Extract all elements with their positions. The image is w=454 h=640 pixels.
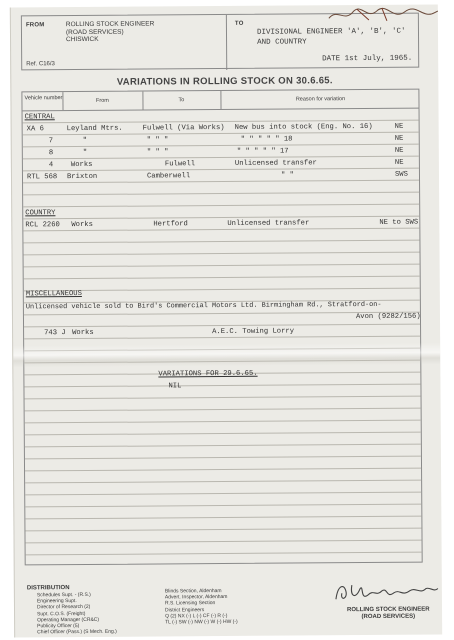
- central-row-3-vehicle: 4: [48, 161, 54, 170]
- misc-note-line-2: Avon (9282/156): [355, 312, 421, 322]
- central-row-4-code: SWS: [394, 170, 408, 179]
- row-rule: [24, 348, 420, 352]
- distribution-item: Engineering Supt.: [36, 598, 77, 605]
- from-address: [66, 20, 155, 43]
- central-row-1-code: NE: [394, 134, 404, 143]
- row-rule: [25, 444, 421, 448]
- to-section: [227, 14, 420, 70]
- distribution-item: Operating Manager (CR&C): [37, 616, 100, 624]
- central-row-4-from: Brixton: [66, 172, 98, 182]
- distribution-list-2: [165, 588, 238, 626]
- distribution-item: Q (2) NX (-) L (-) CF (-) R (-): [165, 612, 228, 620]
- distribution-item: Director of Research (2): [36, 604, 91, 611]
- from-line: (ROAD SERVICES): [65, 28, 124, 36]
- row-rule: [24, 264, 420, 268]
- central-row-4-vehicle: RTL 568: [26, 173, 58, 182]
- central-row-3-from: Works: [70, 160, 93, 170]
- row-rule: [23, 204, 419, 208]
- central-row-0-code: NE: [394, 122, 404, 131]
- row-rule: [25, 480, 421, 484]
- row-rule: [25, 420, 421, 424]
- variations-previous-heading: VARIATIONS FOR 29.6.65.: [158, 369, 258, 379]
- document-sheet: [10, 5, 442, 638]
- signatory-title-line: (ROAD SERVICES): [361, 613, 416, 621]
- distribution-item: Chief Officer (Pass.) (S Mech. Eng.): [37, 628, 117, 636]
- signatory-title: [347, 607, 430, 622]
- from-line: ROLLING STOCK ENGINEER: [65, 20, 155, 29]
- from-line: CHISWICK: [66, 35, 99, 44]
- distribution-item: TL (-) SW (-) NW (-) W (-) HW (-): [165, 618, 238, 626]
- row-rule: [24, 252, 420, 256]
- misc-row-reason: A.E.C. Towing Lorry: [212, 327, 295, 337]
- row-rule: [25, 528, 421, 532]
- column-header-vehicle: Vehicle number: [24, 95, 63, 102]
- handwritten-annotation-icon: [327, 5, 442, 24]
- distribution-item: Blinds Section, Aldenham: [164, 588, 222, 595]
- misc-note-line-1: Unlicensed vehicle sold to Bird's Commercial Motors Ltd. Birmingham Rd., Stratford-on-: [25, 300, 382, 312]
- section-heading-miscellaneous: MISCELLANEOUS: [25, 290, 82, 299]
- distribution-list: [37, 592, 117, 636]
- central-row-4-to: Camberwell: [146, 172, 191, 181]
- central-row-2-to: " " ": [146, 148, 169, 157]
- to-label: TO: [234, 20, 244, 27]
- row-rule: [26, 540, 422, 544]
- signatory-title-line: ROLLING STOCK ENGINEER: [347, 606, 430, 614]
- section-heading-central: CENTRAL: [24, 113, 55, 122]
- country-row-0-vehicle: RCL 2260: [25, 221, 60, 230]
- distribution-item: Supt. C.O.S. (Freight): [37, 610, 86, 617]
- central-row-2-code: NE: [394, 146, 404, 155]
- central-row-2-vehicle: 8: [48, 149, 54, 158]
- country-row-0-reason: Unlicensed transfer: [227, 219, 310, 228]
- row-rule: [24, 276, 420, 280]
- central-row-1-reason: " " " " " 18: [240, 135, 293, 144]
- country-row-0-code: NE to SWS: [379, 218, 419, 227]
- misc-row-vehicle: 743 J: [44, 329, 66, 338]
- to-recipient: DIVISIONAL ENGINEER 'A', 'B', 'C': [256, 27, 406, 37]
- row-rule: [23, 240, 419, 244]
- central-row-0-reason: New bus into stock (Eng. No. 16): [234, 122, 373, 132]
- row-rule: [25, 492, 421, 496]
- central-row-0-vehicle: XA 6: [26, 125, 44, 134]
- footer: [15, 574, 442, 637]
- to-recipient-2: AND COUNTRY: [257, 38, 307, 47]
- row-rule: [23, 192, 419, 196]
- central-row-0-to: Fulwell (Via Works): [142, 124, 225, 133]
- row-rule: [25, 468, 421, 472]
- country-row-0-to: Hertford: [153, 220, 188, 229]
- row-rule: [25, 396, 421, 400]
- signature-icon: [330, 579, 440, 606]
- column-header-from: From: [96, 97, 109, 104]
- section-heading-country: COUNTRY: [25, 209, 56, 218]
- central-row-1-vehicle: 7: [48, 137, 54, 146]
- central-row-2-reason: " " " " " 17: [236, 147, 289, 156]
- variations-previous-value: NIL: [168, 382, 182, 391]
- row-rule: [25, 456, 421, 460]
- header-rule: [23, 108, 419, 112]
- central-row-0-from: Leyland Mtrs.: [66, 124, 123, 134]
- header-box: [21, 13, 419, 71]
- distribution-item: Schedules Supt. - (R.S.): [36, 591, 91, 599]
- distribution-heading: DISTRIBUTION: [26, 585, 70, 592]
- reference-number: Ref. C16/3: [26, 61, 55, 68]
- page-title: VARIATIONS IN ROLLING STOCK ON 30.6.65.: [116, 75, 333, 88]
- row-rule: [24, 360, 420, 364]
- column-header-reason: Reason for variation: [295, 96, 346, 103]
- distribution-item: Publicity Officer (5): [37, 623, 80, 630]
- country-row-0-from: Works: [71, 220, 93, 230]
- row-rule: [23, 216, 419, 220]
- from-label: FROM: [25, 22, 45, 29]
- central-row-2-from: ": [82, 148, 88, 157]
- document-date: DATE 1st July, 1965.: [322, 54, 413, 64]
- row-rule: [26, 552, 422, 556]
- row-rule: [24, 288, 420, 292]
- row-rule: [25, 408, 421, 412]
- central-row-3-reason: Unlicensed transfer: [234, 159, 317, 168]
- central-row-1-from: ": [82, 136, 88, 145]
- row-rule: [24, 324, 420, 328]
- row-rule: [25, 504, 421, 508]
- variations-table: [21, 89, 422, 566]
- central-row-3-code: NE: [394, 158, 404, 167]
- misc-row-from: Works: [72, 328, 94, 338]
- row-rule: [25, 516, 421, 520]
- distribution-item: R.S. Licensing Section: [164, 600, 216, 607]
- row-rule: [25, 432, 421, 436]
- column-header-to: To: [178, 97, 185, 104]
- distribution-item: District Engineers: [164, 606, 205, 614]
- central-row-4-reason: " ": [280, 171, 294, 180]
- from-section: [22, 15, 227, 71]
- central-row-1-to: " " ": [146, 136, 169, 145]
- central-row-3-to: Fulwell: [164, 160, 196, 169]
- distribution-item: Advert. Inspector, Aldenham: [164, 594, 228, 601]
